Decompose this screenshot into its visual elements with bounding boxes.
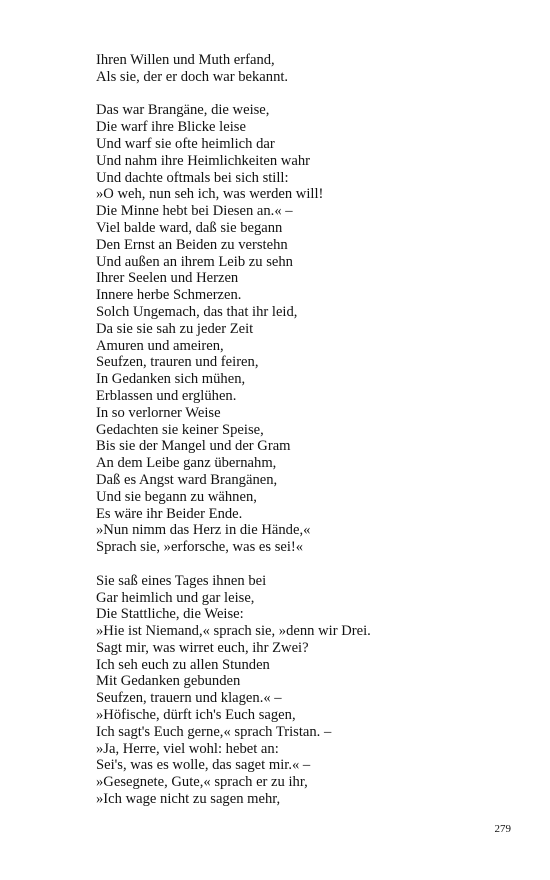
stanza xyxy=(96,573,516,808)
verse-line: Amuren und ameiren, xyxy=(96,337,224,354)
verse-line: Gedachten sie keiner Speise, xyxy=(96,421,264,438)
verse-line: Sei's, was es wolle, das saget mir.« – xyxy=(96,757,311,774)
verse-line: In so verlorner Weise xyxy=(96,404,221,421)
verse-line: Sagt mir, was wirret euch, ihr Zwei? xyxy=(96,639,309,656)
verse-line: Seufzen, trauren und feiren, xyxy=(96,354,259,371)
verse-line: Ihrer Seelen und Herzen xyxy=(96,270,239,287)
verse-line: »Höfische, dürft ich's Euch sagen, xyxy=(96,707,296,724)
verse-line: Und nahm ihre Heimlichkeiten wahr xyxy=(96,152,310,169)
verse-line: Ich seh euch zu allen Stunden xyxy=(96,656,270,673)
verse-line: Ich sagt's Euch gerne,« sprach Tristan. – xyxy=(96,723,332,740)
verse-line: Da sie sie sah zu jeder Zeit xyxy=(96,320,254,337)
verse-line: Daß es Angst ward Brangänen, xyxy=(96,471,278,488)
verse-line: Den Ernst an Beiden zu verstehn xyxy=(96,236,288,253)
verse-line: Bis sie der Mangel und der Gram xyxy=(96,438,291,455)
verse-line: »O weh, nun seh ich, was werden will! xyxy=(96,186,324,203)
verse-line: »Hie ist Niemand,« sprach sie, »denn wir Drei. xyxy=(96,623,371,640)
verse-line: Und dachte oftmals bei sich still: xyxy=(96,169,289,186)
verse-line: Ihren Willen und Muth erfand, xyxy=(96,52,275,68)
stanza xyxy=(96,52,516,86)
verse-line: Die Stattliche, die Weise: xyxy=(96,606,244,623)
verse-line: »Ich wage nicht zu sagen mehr, xyxy=(96,791,281,808)
verse-line: Solch Ungemach, das that ihr leid, xyxy=(96,303,298,320)
verse-line: Erblassen und erglühen. xyxy=(96,387,237,404)
verse-line: An dem Leibe ganz übernahm, xyxy=(96,455,277,472)
poem-text xyxy=(96,52,516,808)
page-number: 279 xyxy=(494,823,511,835)
verse-line: Seufzen, trauern und klagen.« – xyxy=(96,690,282,707)
verse-line: Sprach sie, »erforsche, was es sei!« xyxy=(96,539,304,556)
verse-line: »Gesegnete, Gute,« sprach er zu ihr, xyxy=(96,774,308,791)
verse-line: Es wäre ihr Beider Ende. xyxy=(96,505,243,522)
verse-line: Die warf ihre Blicke leise xyxy=(96,119,246,136)
verse-line: »Ja, Herre, viel wohl: hebet an: xyxy=(96,740,279,757)
verse-line: Sie saß eines Tages ihnen bei xyxy=(96,572,267,589)
verse-line: Viel balde ward, daß sie begann xyxy=(96,219,283,236)
verse-line: Die Minne hebt bei Diesen an.« – xyxy=(96,203,293,220)
verse-line: Und außen an ihrem Leib zu sehn xyxy=(96,253,293,270)
verse-line: Und warf sie ofte heimlich dar xyxy=(96,135,275,152)
verse-line: Innere herbe Schmerzen. xyxy=(96,287,242,304)
verse-line: Das war Brangäne, die weise, xyxy=(96,102,270,119)
verse-line: »Nun nimm das Herz in die Hände,« xyxy=(96,522,311,539)
verse-line: In Gedanken sich mühen, xyxy=(96,371,246,388)
stanza xyxy=(96,102,516,556)
verse-line: Gar heimlich und gar leise, xyxy=(96,589,255,606)
verse-line: Mit Gedanken gebunden xyxy=(96,673,241,690)
verse-line: Als sie, der er doch war bekannt. xyxy=(96,68,289,85)
verse-line: Und sie begann zu wähnen, xyxy=(96,488,257,505)
